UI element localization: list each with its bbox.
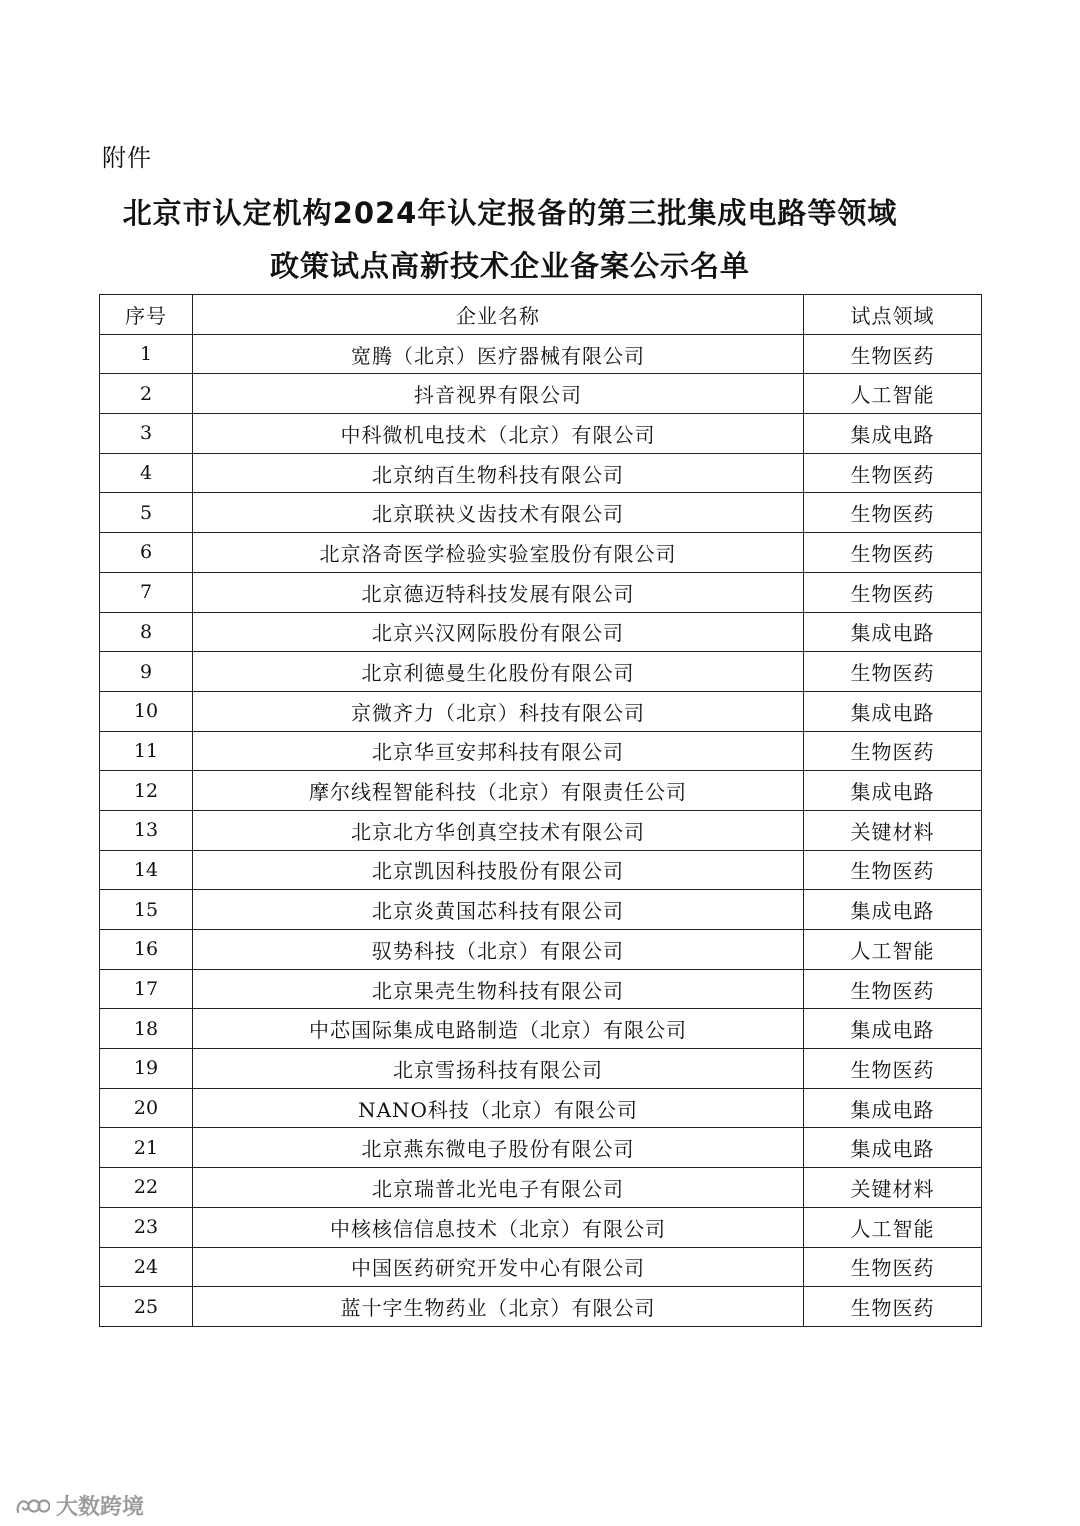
row-index: 8	[100, 612, 193, 652]
pilot-field: 生物医药	[804, 1247, 982, 1287]
table-row	[100, 1207, 982, 1247]
company-name: NANO科技（北京）有限公司	[193, 1088, 804, 1128]
annex-label: 附件	[102, 144, 152, 172]
table-row	[100, 810, 982, 850]
table-row	[100, 1009, 982, 1049]
table-row	[100, 612, 982, 652]
table-row	[100, 731, 982, 771]
company-name: 摩尔线程智能科技（北京）有限责任公司	[193, 771, 804, 811]
pilot-field: 集成电路	[804, 771, 982, 811]
pilot-field: 人工智能	[804, 930, 982, 970]
row-index: 22	[100, 1168, 193, 1208]
pilot-field: 生物医药	[804, 1049, 982, 1089]
row-index: 1	[100, 334, 193, 374]
pilot-field: 集成电路	[804, 1128, 982, 1168]
company-name: 北京燕东微电子股份有限公司	[193, 1128, 804, 1168]
pilot-field: 关键材料	[804, 810, 982, 850]
company-name: 中科微机电技术（北京）有限公司	[193, 414, 804, 454]
table-row	[100, 414, 982, 454]
company-name: 北京雪扬科技有限公司	[193, 1049, 804, 1089]
table-row	[100, 1247, 982, 1287]
company-name: 抖音视界有限公司	[193, 374, 804, 414]
table-header-row	[100, 295, 982, 335]
table-row	[100, 374, 982, 414]
pilot-field: 集成电路	[804, 414, 982, 454]
pilot-field: 生物医药	[804, 453, 982, 493]
company-name: 北京华亘安邦科技有限公司	[193, 731, 804, 771]
pilot-field: 集成电路	[804, 1009, 982, 1049]
table-row	[100, 652, 982, 692]
row-index: 2	[100, 374, 193, 414]
table-row	[100, 1088, 982, 1128]
company-name: 宽腾（北京）医疗器械有限公司	[193, 334, 804, 374]
row-index: 16	[100, 930, 193, 970]
row-index: 4	[100, 453, 193, 493]
table-row	[100, 1128, 982, 1168]
pilot-field: 集成电路	[804, 691, 982, 731]
pilot-field: 生物医药	[804, 731, 982, 771]
row-index: 3	[100, 414, 193, 454]
company-name: 北京兴汉网际股份有限公司	[193, 612, 804, 652]
column-header-company-name: 企业名称	[193, 295, 804, 335]
pilot-field: 人工智能	[804, 1207, 982, 1247]
company-name: 中芯国际集成电路制造（北京）有限公司	[193, 1009, 804, 1049]
row-index: 21	[100, 1128, 193, 1168]
company-name: 北京洛奇医学检验实验室股份有限公司	[193, 533, 804, 573]
row-index: 19	[100, 1049, 193, 1089]
table-row	[100, 1049, 982, 1089]
table-row	[100, 691, 982, 731]
table-row	[100, 930, 982, 970]
document-title-line-1: 北京市认定机构2024年认定报备的第三批集成电路等领域	[122, 196, 898, 230]
row-index: 13	[100, 810, 193, 850]
pilot-field: 生物医药	[804, 850, 982, 890]
pilot-field: 生物医药	[804, 493, 982, 533]
table-body	[100, 334, 982, 1326]
row-index: 5	[100, 493, 193, 533]
company-name: 北京德迈特科技发展有限公司	[193, 572, 804, 612]
watermark	[14, 1490, 144, 1521]
pilot-field: 生物医药	[804, 572, 982, 612]
pilot-field: 人工智能	[804, 374, 982, 414]
pilot-field: 生物医药	[804, 1287, 982, 1327]
pilot-field: 生物医药	[804, 969, 982, 1009]
row-index: 10	[100, 691, 193, 731]
company-name: 北京纳百生物科技有限公司	[193, 453, 804, 493]
pilot-field: 关键材料	[804, 1168, 982, 1208]
column-header-index: 序号	[100, 295, 193, 335]
row-index: 6	[100, 533, 193, 573]
company-name: 中核核信信息技术（北京）有限公司	[193, 1207, 804, 1247]
table-row	[100, 572, 982, 612]
pilot-field: 生物医药	[804, 533, 982, 573]
document-title-line-2: 政策试点高新技术企业备案公示名单	[269, 249, 750, 283]
brand-logo-icon	[14, 1495, 50, 1517]
pilot-field: 集成电路	[804, 612, 982, 652]
pilot-field: 集成电路	[804, 890, 982, 930]
table-row	[100, 453, 982, 493]
table-row	[100, 1287, 982, 1327]
row-index: 9	[100, 652, 193, 692]
company-name: 北京果壳生物科技有限公司	[193, 969, 804, 1009]
table-row	[100, 1168, 982, 1208]
enterprise-roster-table	[99, 294, 982, 1327]
row-index: 17	[100, 969, 193, 1009]
row-index: 15	[100, 890, 193, 930]
table-row	[100, 533, 982, 573]
company-name: 北京凯因科技股份有限公司	[193, 850, 804, 890]
row-index: 25	[100, 1287, 193, 1327]
table-row	[100, 890, 982, 930]
company-name: 北京炎黄国芯科技有限公司	[193, 890, 804, 930]
row-index: 20	[100, 1088, 193, 1128]
row-index: 14	[100, 850, 193, 890]
row-index: 23	[100, 1207, 193, 1247]
company-name: 北京利德曼生化股份有限公司	[193, 652, 804, 692]
company-name: 驭势科技（北京）有限公司	[193, 930, 804, 970]
row-index: 11	[100, 731, 193, 771]
company-name: 北京联袂义齿技术有限公司	[193, 493, 804, 533]
table-row	[100, 771, 982, 811]
watermark-text: 大数跨境	[56, 1495, 145, 1520]
row-index: 7	[100, 572, 193, 612]
table-row	[100, 969, 982, 1009]
company-name: 中国医药研究开发中心有限公司	[193, 1247, 804, 1287]
pilot-field: 生物医药	[804, 334, 982, 374]
company-name: 京微齐力（北京）科技有限公司	[193, 691, 804, 731]
company-name: 蓝十字生物药业（北京）有限公司	[193, 1287, 804, 1327]
table-row	[100, 334, 982, 374]
row-index: 24	[100, 1247, 193, 1287]
row-index: 12	[100, 771, 193, 811]
pilot-field: 集成电路	[804, 1088, 982, 1128]
pilot-field: 生物医药	[804, 652, 982, 692]
company-name: 北京瑞普北光电子有限公司	[193, 1168, 804, 1208]
company-name: 北京北方华创真空技术有限公司	[193, 810, 804, 850]
column-header-pilot-field: 试点领域	[804, 295, 982, 335]
table-row	[100, 493, 982, 533]
row-index: 18	[100, 1009, 193, 1049]
table-row	[100, 850, 982, 890]
